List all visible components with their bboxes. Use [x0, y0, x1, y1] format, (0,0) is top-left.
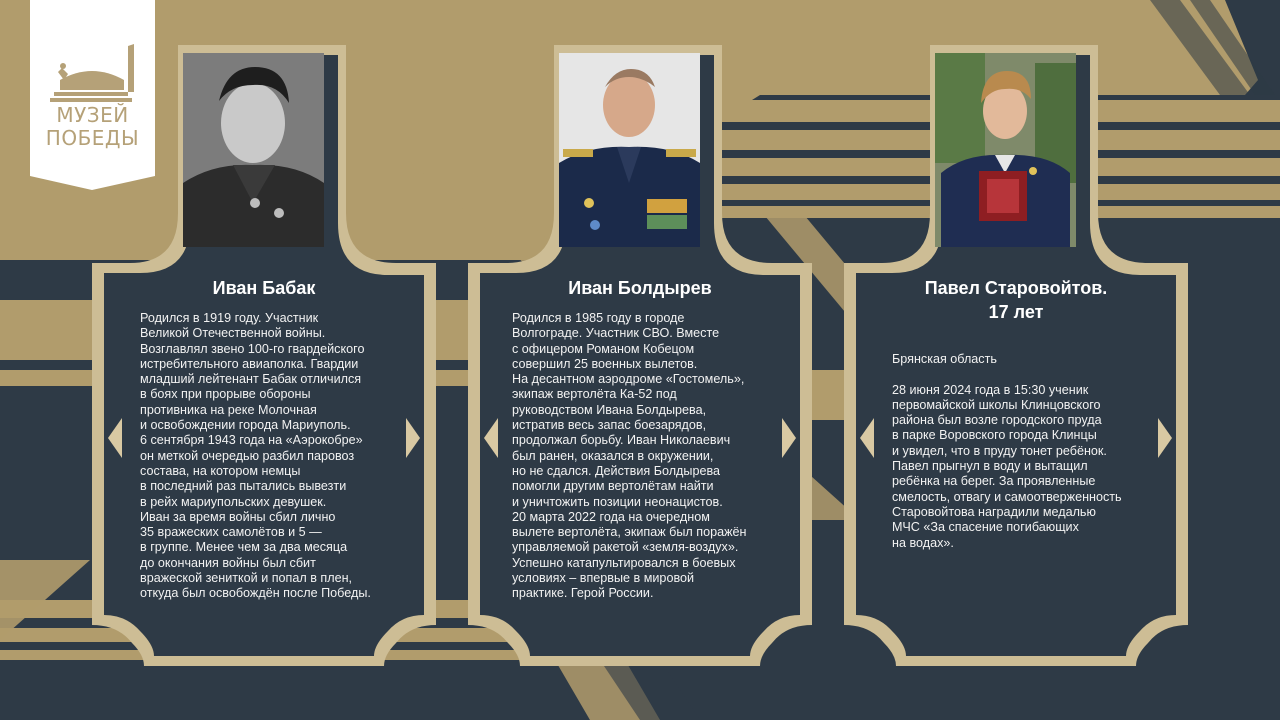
card-name: Иван Бабак — [212, 278, 316, 298]
portrait-photo — [559, 53, 700, 247]
card-1-prev-arrow-icon[interactable] — [108, 418, 122, 458]
card-subtitle: 17 лет — [988, 302, 1044, 322]
portrait-officer-in-uniform-icon — [559, 53, 700, 247]
card-1-next-arrow-icon[interactable] — [406, 418, 420, 458]
card-text: Родился в 1985 году в городе Волгограде. Участник СВО. Вместе с офицером Романом Кобецом совершил 25 военных вылетов. На десантном аэродроме «Гостомель», экипаж вертолёта Ка-52 под руководством Ивана Болдырева, истратив весь запас боезарядов, продолжал борьбу. Иван Николаевич был ранен, оказался в окружении, но не сдался. Действия Болдырева помогли другим вертолётам найти и уничтожить позиции неонацистов. 20 марта 2022 года на очередном вылете вертолёта, экипаж был поражён управляемой ракетой «земля-воздух». Успешно катапультировался в боевых условиях – впервые в мировой практике. Герой России. — [512, 311, 747, 601]
logo-line-1: МУЗЕЙ — [56, 103, 129, 127]
card-text: Родился в 1919 году. Участник Великой Отечественной войны. Возглавлял звено 100-го гвардейского истребительного авиаполка. Гвардии младший лейтенант Бабак отличился в боях при прорыве обороны противника на реке Молочная и освобождении города Мариуполь. 6 сентября 1943 года на «Аэрокобре» он меткой очередью разбил паровоз состава, на котором немцы в последний раз пытались вывезти в рейх мариупольских девушек. Иван за время войны сбил лично 35 вражеских самолётов и 5 — в группе. Менее чем за два месяца до окончания войны был сбит вражеской зениткой и попал в плен, откуда был освобождён после Победы. — [140, 311, 371, 601]
card-name: Павел Старовойтов. — [924, 278, 1108, 298]
portrait-teenager-holding-award-icon — [935, 53, 1076, 247]
card-2-next-arrow-icon[interactable] — [782, 418, 796, 458]
card-3-next-arrow-icon[interactable] — [1158, 418, 1172, 458]
logo-line-2: ПОБЕДЫ — [45, 126, 140, 150]
card-2-prev-arrow-icon[interactable] — [484, 418, 498, 458]
card-name: Иван Болдырев — [568, 278, 712, 298]
portrait-photo — [183, 53, 324, 247]
hero-card-1 — [90, 43, 438, 668]
card-3-prev-arrow-icon[interactable] — [860, 418, 874, 458]
card-text: Брянская область 28 июня 2024 года в 15:30 ученик первомайской школы Клинцовского района был возле городского пруда в парке Воровского города Клинцы и увидел, что в пруду тонет ребёнок. Павел прыгнул в воду и вытащил ребёнка на берег. За проявленные смелость, отвагу и самоотверженность Старовойтова наградили медалью МЧС «За спасение погибающих на водах». — [892, 352, 1122, 550]
portrait-black-and-white-soldier-icon — [183, 53, 324, 247]
hero-card-3 — [842, 43, 1190, 668]
hero-card-2 — [466, 43, 814, 668]
portrait-photo — [935, 53, 1076, 247]
